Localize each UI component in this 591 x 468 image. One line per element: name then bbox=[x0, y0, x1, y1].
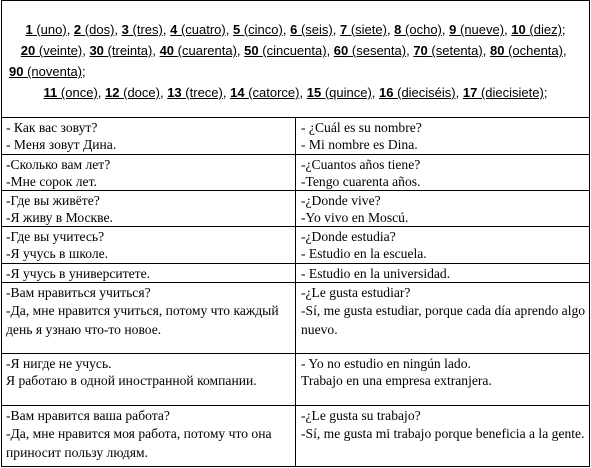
number-digit: 4 bbox=[170, 22, 178, 37]
number-separator: , bbox=[225, 22, 233, 37]
number-digit: 70 bbox=[413, 43, 428, 58]
number-digit: 17 bbox=[462, 85, 478, 100]
number-digit: 80 bbox=[489, 43, 505, 58]
russian-line: -Я живу в Москве. bbox=[6, 210, 113, 226]
spanish-line: - Mi nombre es Dina. bbox=[301, 137, 418, 153]
number-item bbox=[244, 43, 326, 58]
number-item bbox=[490, 43, 563, 58]
number-item bbox=[379, 85, 456, 100]
number-separator: , bbox=[162, 22, 171, 37]
number-word: (ocho) bbox=[405, 22, 442, 37]
spanish-line: -Sí, me gusta estudiar, porque cada día aprendo algo nuevo. bbox=[301, 303, 586, 338]
spanish-line: - Yo no estudio en ningún lado. bbox=[301, 355, 471, 371]
numbers-header-row bbox=[2, 1, 590, 118]
number-item bbox=[160, 43, 237, 58]
russian-line: -Где вы учитесь? bbox=[6, 229, 105, 245]
number-item bbox=[74, 22, 114, 37]
russian-line: -Я нигде не учусь. bbox=[6, 355, 112, 371]
russian-cell bbox=[2, 154, 296, 190]
number-separator: , bbox=[159, 85, 168, 100]
dialogue-row bbox=[2, 353, 590, 406]
spanish-cell bbox=[296, 154, 590, 190]
number-separator: , bbox=[406, 43, 414, 58]
number-item bbox=[89, 43, 152, 58]
number-item bbox=[413, 43, 482, 58]
number-separator: , bbox=[282, 22, 291, 37]
number-digit: 11 bbox=[43, 85, 58, 100]
dialogue-row bbox=[2, 118, 590, 154]
number-digit: 1 bbox=[25, 22, 33, 37]
number-item bbox=[307, 85, 372, 100]
spanish-cell bbox=[296, 191, 590, 227]
spanish-line: -¿Le gusta estudiar? bbox=[301, 285, 411, 301]
russian-line: -Сколько вам лет? bbox=[6, 156, 111, 172]
number-word: (noventa) bbox=[27, 64, 83, 79]
numbers-line-1 bbox=[2, 19, 589, 40]
number-separator: , bbox=[299, 85, 307, 100]
russian-line: Я работаю в одной иностранной компании. bbox=[6, 372, 257, 388]
number-word: (once) bbox=[60, 85, 98, 100]
spanish-cell bbox=[296, 283, 590, 354]
number-digit: 16 bbox=[379, 85, 394, 100]
number-separator: , bbox=[222, 85, 231, 100]
number-digit: 50 bbox=[244, 43, 259, 58]
number-digit: 20 bbox=[20, 43, 36, 58]
russian-cell bbox=[2, 406, 296, 467]
number-word: (catorce) bbox=[248, 85, 300, 100]
number-digit: 8 bbox=[394, 22, 402, 37]
number-digit: 15 bbox=[306, 85, 322, 100]
number-digit: 3 bbox=[121, 22, 129, 37]
dialogue-row bbox=[2, 406, 590, 467]
number-item bbox=[25, 22, 66, 37]
spanish-cell bbox=[296, 353, 590, 406]
number-item bbox=[230, 85, 299, 100]
russian-line: -Я учусь в школе. bbox=[6, 246, 109, 262]
number-item bbox=[334, 43, 406, 58]
spanish-cell bbox=[296, 406, 590, 467]
spanish-cell bbox=[296, 227, 590, 263]
number-word: (cincuenta) bbox=[262, 43, 327, 58]
russian-line: -Я учусь в университете. bbox=[6, 265, 151, 281]
number-item bbox=[170, 22, 226, 37]
number-item bbox=[463, 85, 544, 100]
number-separator: , bbox=[82, 43, 90, 58]
number-digit: 7 bbox=[339, 22, 348, 37]
dialogue-row bbox=[2, 263, 590, 282]
number-item bbox=[290, 22, 333, 37]
number-word: (cuarenta) bbox=[177, 43, 237, 58]
spanish-line: -Yo vivo en Moscú. bbox=[301, 210, 409, 226]
number-word: (quince) bbox=[324, 85, 372, 100]
number-word: (doce) bbox=[123, 85, 160, 100]
number-digit: 5 bbox=[232, 22, 241, 37]
russian-line: -Мне сорок лет. bbox=[6, 173, 97, 189]
number-item bbox=[105, 85, 160, 100]
number-item bbox=[233, 22, 283, 37]
number-item bbox=[44, 85, 98, 100]
russian-line: - Как вас зовут? bbox=[6, 120, 98, 136]
number-item bbox=[122, 22, 163, 37]
number-word: (diez) bbox=[529, 22, 562, 37]
number-separator: , bbox=[441, 22, 450, 37]
spanish-line: - Estudio en la universidad. bbox=[301, 265, 451, 281]
russian-cell bbox=[2, 263, 296, 282]
number-digit: 13 bbox=[167, 85, 182, 100]
number-separator: , bbox=[371, 85, 380, 100]
number-digit: 9 bbox=[449, 22, 457, 37]
russian-line: -Вам нравится ваша работа? bbox=[6, 408, 170, 424]
number-digit: 40 bbox=[159, 43, 175, 58]
spanish-line: - Estudio en la escuela. bbox=[301, 246, 427, 262]
spanish-line: Trabajo en una empresa extranjera. bbox=[301, 372, 492, 388]
russian-cell bbox=[2, 353, 296, 406]
dialogue-rows bbox=[2, 118, 590, 467]
number-item bbox=[394, 22, 442, 37]
number-word: (seis) bbox=[300, 22, 333, 37]
number-word: (trece) bbox=[185, 85, 223, 100]
number-digit: 14 bbox=[230, 85, 245, 100]
russian-cell bbox=[2, 227, 296, 263]
number-item bbox=[21, 43, 82, 58]
number-separator: , bbox=[236, 43, 245, 58]
number-word: (setenta) bbox=[431, 43, 483, 58]
russian-line: -Где вы живёте? bbox=[6, 193, 100, 209]
spanish-line: -Tengo cuarenta años. bbox=[301, 173, 421, 189]
number-word: (dos) bbox=[84, 22, 115, 37]
number-word: (diecisiete) bbox=[480, 85, 544, 100]
number-separator: ; bbox=[543, 85, 548, 100]
number-digit: 10 bbox=[511, 22, 526, 37]
russian-line: - Меня зовут Дина. bbox=[6, 137, 117, 153]
number-word: (sesenta) bbox=[351, 43, 407, 58]
spanish-line: - ¿Cuál es su nombre? bbox=[301, 120, 422, 136]
number-word: (tres) bbox=[132, 22, 163, 37]
spanish-line: -Sí, me gusta mi trabajo porque beneficia a la gente. bbox=[301, 426, 585, 442]
russian-line: -Да, мне нравится моя работа, потому что она приносит пользу людям. bbox=[6, 426, 272, 461]
dialogue-row bbox=[2, 227, 590, 263]
spanish-cell bbox=[296, 263, 590, 282]
number-separator: , bbox=[386, 22, 395, 37]
number-digit: 6 bbox=[290, 22, 298, 37]
number-digit: 90 bbox=[9, 64, 24, 79]
spanish-line: -¿Donde vive? bbox=[301, 193, 381, 209]
number-word: (veinte) bbox=[38, 43, 83, 58]
number-word: (uno) bbox=[36, 22, 67, 37]
number-word: (dieciséis) bbox=[397, 85, 456, 100]
russian-cell bbox=[2, 283, 296, 354]
russian-cell bbox=[2, 118, 296, 154]
number-item bbox=[511, 22, 562, 37]
number-digit: 60 bbox=[333, 43, 349, 58]
spanish-line: -¿Donde estudia? bbox=[301, 229, 396, 245]
number-word: (siete) bbox=[350, 22, 387, 37]
numbers-line-2 bbox=[2, 40, 589, 61]
number-digit: 12 bbox=[105, 85, 120, 100]
number-item bbox=[167, 85, 223, 100]
number-separator: , bbox=[455, 85, 463, 100]
russian-cell bbox=[2, 191, 296, 227]
number-separator: ; bbox=[82, 64, 86, 79]
number-separator: ; bbox=[561, 22, 566, 37]
dialogue-row bbox=[2, 283, 590, 354]
number-separator: , bbox=[482, 43, 490, 58]
number-separator: , bbox=[504, 22, 512, 37]
numbers-line-4 bbox=[2, 82, 589, 103]
dialogue-row bbox=[2, 191, 590, 227]
number-separator: , bbox=[326, 43, 334, 58]
number-word: (ochenta) bbox=[508, 43, 563, 58]
spanish-line: -¿Le gusta su trabajo? bbox=[301, 408, 421, 424]
number-separator: , bbox=[562, 43, 571, 58]
number-word: (cinco) bbox=[243, 22, 283, 37]
number-word: (cuatro) bbox=[180, 22, 226, 37]
number-item bbox=[449, 22, 504, 37]
number-item bbox=[9, 64, 82, 79]
number-separator: , bbox=[332, 22, 340, 37]
numbers-header-cell bbox=[2, 1, 590, 118]
numbers-line-3 bbox=[2, 61, 589, 82]
russian-line: -Да, мне нравится учиться, потому что каждый день я узнаю что-то новое. bbox=[6, 303, 279, 338]
spanish-line: -¿Cuantos años tiene? bbox=[301, 156, 421, 172]
number-separator: , bbox=[114, 22, 122, 37]
dialogue-row bbox=[2, 154, 590, 190]
number-separator: , bbox=[97, 85, 106, 100]
number-separator: , bbox=[152, 43, 160, 58]
vocabulary-table bbox=[1, 0, 590, 467]
number-word: (treinta) bbox=[107, 43, 153, 58]
number-digit: 30 bbox=[89, 43, 104, 58]
number-item bbox=[340, 22, 387, 37]
number-word: (nueve) bbox=[459, 22, 505, 37]
number-separator: , bbox=[66, 22, 74, 37]
spanish-cell bbox=[296, 118, 590, 154]
number-digit: 2 bbox=[73, 22, 82, 37]
russian-line: -Вам нравиться учиться? bbox=[6, 285, 151, 301]
